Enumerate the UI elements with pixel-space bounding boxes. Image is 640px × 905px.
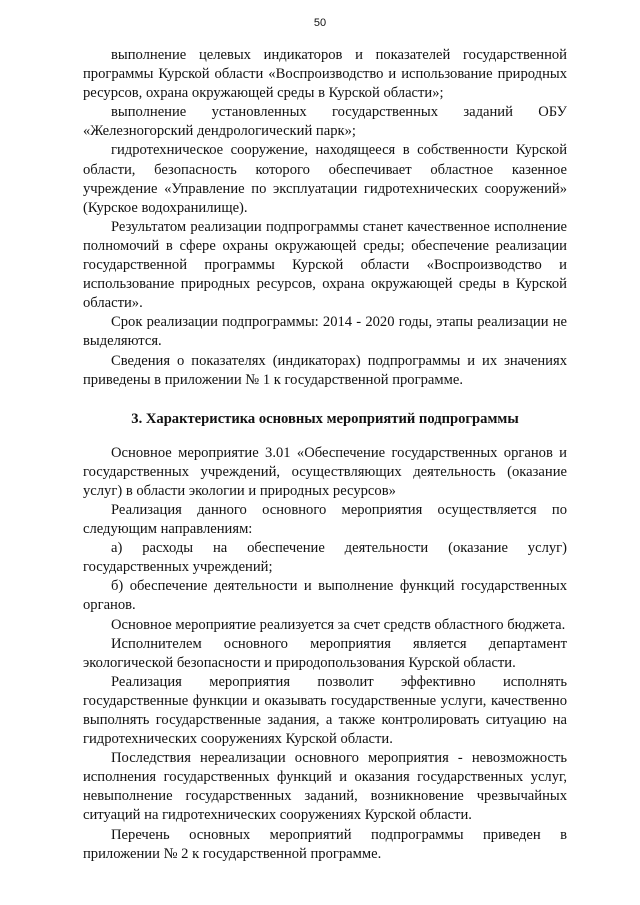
section-heading: 3. Характеристика основных мероприятий подпрограммы <box>131 410 519 427</box>
paragraph-funding: Основное мероприятие реализуется за счет средств областного бюджета. <box>111 616 566 633</box>
paragraph-direction-b: б) обеспечение деятельности и выполнение функций государственных органов. <box>83 578 567 614</box>
paragraph-effect: Реализация мероприятия позволит эффективно исполнять государственные функции и оказывать государственные услуги, качественно выполнять государственные задания, а также контролировать ситуацию на гидротехнических сооружениях Курской области. <box>83 673 567 748</box>
paragraph-indicators-reference: Сведения о показателях (индикаторах) подпрограммы и их значениях приведены в приложении № 1 к государственной программе. <box>83 352 567 388</box>
paragraph-directions-intro: Реализация данного основного мероприятия осуществляется по следующим направлениям: <box>83 501 567 538</box>
paragraph-implementation-period: Срок реализации подпрограммы: 2014 - 2020 годы, этапы реализации не выделяются. <box>83 314 567 350</box>
paragraph-result: Результатом реализации подпрограммы станет качественное исполнение полномочий в сфере охраны окружающей среды; обеспечение реализации государственной программы Курской области «Воспроизводство и использование природных ресурсов, охрана окружающей среды в Курской области». <box>83 218 567 312</box>
paragraph-state-tasks: выполнение установленных государственных заданий ОБУ «Железногорский дендрологический парк»; <box>83 104 567 140</box>
paragraph-target-indicators: выполнение целевых индикаторов и показателей государственной программы Курской области «Воспроизводство и использование природных ресурсов, охрана окружающей среды в Курской области»; <box>83 47 567 102</box>
paragraph-hydraulic-structure: гидротехническое сооружение, находящееся в собственности Курской области, безопасность которого обеспечивает областное казенное учреждение «Управление по эксплуатации гидротехнических сооружений» (Курское водохранилище). <box>83 142 567 216</box>
paragraph-direction-a: а) расходы на обеспечение деятельности (оказание услуг) государственных учреждений; <box>83 540 567 576</box>
paragraph-executor: Исполнителем основного мероприятия является департамент экологической безопасности и природопользования Курской области. <box>83 635 567 671</box>
paragraph-list-reference: Перечень основных мероприятий подпрограммы приведен в приложении № 2 к государственной программе. <box>83 826 567 862</box>
paragraph-consequences: Последствия нереализации основного мероприятия - невозможность исполнения государственных функций и оказания государственных услуг, невыполнение государственных заданий, возникновение чрезвычайных ситуаций на гидротехнических сооружениях Курской области. <box>83 750 567 824</box>
paragraph-main-activity: Основное мероприятие 3.01 «Обеспечение государственных органов и государственных учреждений, осуществляющих деятельность (оказание услуг) в области экологии и природных ресурсов» <box>83 444 567 499</box>
document-body <box>83 46 567 864</box>
page-number: 50 <box>313 17 327 29</box>
